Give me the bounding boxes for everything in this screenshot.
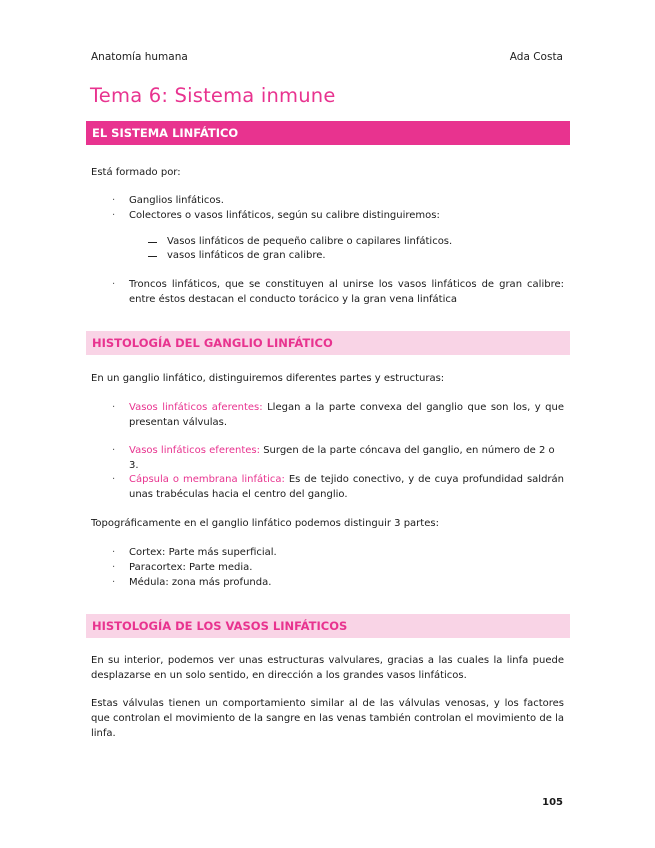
definition: Es de tejido conectivo, y de cuya profundidad saldrán unas trabéculas hacia el centro del ganglio. <box>129 474 564 500</box>
page-title: Tema 6: Sistema inmune <box>90 84 336 107</box>
dash-icon <box>148 256 157 257</box>
section2-intro: En un ganglio linfático, distinguiremos diferentes partes y estructuras: <box>91 373 445 384</box>
term: Vasos linfáticos aferentes: <box>129 402 263 413</box>
section3-paragraph: Estas válvulas tienen un comportamiento similar al de las válvulas venosas, y los factores que controlan el movimiento de la sangre en las venas también controlan el movimiento de la linfa. <box>91 698 564 739</box>
section2-topography-intro: Topográficamente en el ganglio linfático podemos distinguir 3 partes: <box>91 518 439 529</box>
bullet-icon: · <box>112 474 116 485</box>
bullet-icon: · <box>112 577 116 588</box>
term: Vasos linfáticos eferentes: <box>129 445 261 456</box>
sub-list-item: Vasos linfáticos de pequeño calibre o capilares linfáticos. <box>167 236 453 247</box>
list-item: Ganglios linfáticos. <box>129 195 224 206</box>
list-item: Cortex: Parte más superficial. <box>129 547 277 558</box>
section-heading-histologia-vasos: HISTOLOGÍA DE LOS VASOS LINFÁTICOS <box>86 614 570 638</box>
section-heading-histologia-ganglio: HISTOLOGÍA DEL GANGLIO LINFÁTICO <box>86 331 570 355</box>
section1-intro: Está formado por: <box>91 167 181 178</box>
bullet-icon: · <box>112 195 116 206</box>
header-author: Ada Costa <box>509 51 563 63</box>
list-item: Troncos linfáticos, que se constituyen al unirse los vasos linfáticos de gran calibre: entre éstos destacan el conducto torácico y la gran vena linfática <box>129 279 564 305</box>
section3-paragraph: En su interior, podemos ver unas estructuras valvulares, gracias a las cuales la linfa puede desplazarse en un solo sentido, en dirección a los grandes vasos linfáticos. <box>91 655 564 681</box>
definition: Llegan a la parte convexa del ganglio que son los, y que presentan válvulas. <box>129 402 565 428</box>
list-item: Médula: zona más profunda. <box>129 577 272 588</box>
bullet-icon: · <box>112 210 116 221</box>
list-item <box>129 400 564 430</box>
list-item: Paracortex: Parte media. <box>129 562 253 573</box>
list-item <box>129 443 564 473</box>
dash-icon <box>148 242 157 243</box>
term: Cápsula o membrana linfática: <box>129 474 285 485</box>
bullet-icon: · <box>112 279 116 290</box>
bullet-icon: · <box>112 547 116 558</box>
bullet-icon: · <box>112 562 116 573</box>
sub-list-item: vasos linfáticos de gran calibre. <box>167 250 326 261</box>
definition: Surgen de la parte cóncava del ganglio, en número de 2 o 3. <box>129 445 555 471</box>
page-number: 105 <box>542 797 563 808</box>
bullet-icon: · <box>112 445 116 456</box>
list-item <box>129 472 564 502</box>
bullet-icon: · <box>112 402 116 413</box>
list-item: Colectores o vasos linfáticos, según su calibre distinguiremos: <box>129 210 440 221</box>
header-subject: Anatomía humana <box>91 51 188 63</box>
section-heading-sistema-linfatico: EL SISTEMA LINFÁTICO <box>86 121 570 145</box>
